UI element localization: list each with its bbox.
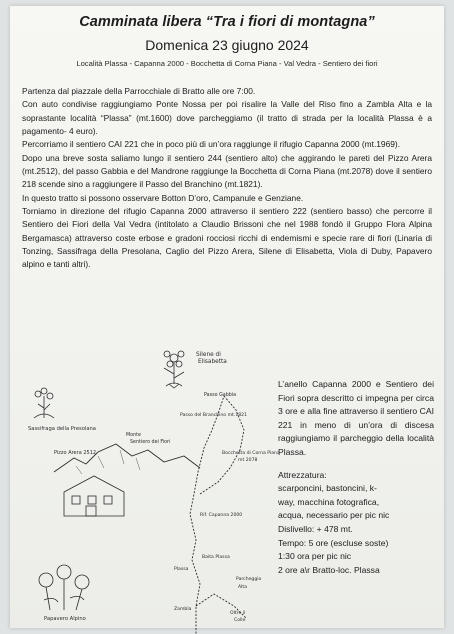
bocchetta-label: Bocchetta di Corna Piana	[222, 451, 280, 456]
silene-label: Silene di	[196, 352, 221, 358]
trip-details	[278, 378, 434, 577]
baita-plassa-label: Baita Plassa	[202, 555, 230, 560]
trail-high	[200, 396, 244, 494]
parcheggio-label: Parcheggio	[236, 577, 262, 582]
return-time: 2 ore a\r Bratto-loc. Plassa	[278, 564, 380, 575]
event-date: Domenica 23 giugno 2024	[145, 37, 309, 53]
zambla-label: Zambla	[174, 607, 192, 612]
rifugio-drawing	[64, 476, 124, 516]
rif-capanna-label: Rif. Capanna 2000	[200, 513, 243, 518]
gear-line-2: way, macchina fotografica,	[278, 496, 380, 507]
passo-gabbia-label: Passo Gabbia	[204, 393, 237, 398]
sentiero-fiori-label: Sentiero dei Fiori	[130, 440, 171, 445]
oltre-label: Oltre il	[230, 611, 246, 616]
mountain-ridge	[54, 444, 200, 472]
silene-label-2: Elisabetta	[198, 359, 227, 365]
alta-label: Alta	[238, 585, 248, 590]
paragraph-high-trail: Dopo una breve sosta saliamo lungo il sentiero 244 (sentiero alto) che aggirando le pareti del Pizzo Arera (mt.2512), del passo Gabbia e del Mandrone raggiunge la Bocchetta di Corna Piana (mt.2078) dove il sentiero 218 scende sino a raggiungere il Passo del Branchino (mt.1821).	[22, 152, 432, 190]
colle-label: Colle	[234, 618, 246, 623]
picnic-time: 1:30 ora per pic nic	[278, 551, 352, 562]
plassa-label: Plassa	[174, 567, 189, 572]
loop-description: L’anello Capanna 2000 e Sentiero dei Fiori sopra descritto ci impegna per circa 3 ore e alla fine attraverso il sentiero CAI 221 in meno di un’ora di discesa raggiungiamo il parcheggio della località Plassa.	[278, 379, 434, 457]
paragraph-drive: Con auto condivise raggiungiamo Ponte Nossa per poi risalire la Valle del Riso fino a Zambla Alta e la soprastante località “Plassa” (mt.1600) dove parcheggiamo (il tratto di strada per la località Plassa è a pagamento- 4 euro).	[22, 99, 432, 137]
elevation-gain: Dislivello: + 478 mt.	[278, 523, 353, 534]
silene-flower-drawing	[164, 351, 184, 388]
paragraph-flowers: In questo tratto si possono osservare Botton D’oro, Campanule e Genziane.	[22, 192, 304, 203]
papavero-label: Papavero Alpino	[44, 616, 86, 622]
monte-label: Monte	[126, 433, 141, 438]
paragraph-return: Torniamo in direzione del rifugio Capanna 2000 attraverso il sentiero 222 (sentiero basso) che percorre il Sentiero dei Fiori della Val Vedra (intitolato a Claudio Brissoni che nel 1988 fondò il Gruppo Flora Alpina Bergamasca) attraverso coste erbose e gradoni rocciosi ricchi di endemismi e specie rare di fiori (Linaria di Tonzing, Sassifraga della Presolana, Caglio del Pizzo Arera, Silene di Elisabetta, Viola di Duby, Papavero alpino e tanti altri).	[22, 206, 432, 270]
papavero-drawing	[39, 565, 89, 610]
gear-line-3: acqua, necessario per pic nic	[278, 510, 390, 521]
pizzo-arera-label: Pizzo Arera 2512	[54, 450, 97, 456]
gear-title: Attrezzatura:	[278, 469, 327, 480]
bocchetta-elev-label: mt 2078	[238, 458, 258, 463]
passo-branchino-label: Passo del Branchino mt.1821	[180, 413, 248, 418]
duration: Tempo: 5 ore (escluse soste)	[278, 537, 389, 548]
gear-line-1: scarponcini, bastoncini, k-	[278, 483, 377, 494]
paragraph-ascent: Percorriamo il sentiero CAI 221 che in poco più di un’ora raggiunge il rifugio Capanna 2000 (mt.1969).	[22, 139, 401, 150]
paragraph-departure: Partenza dal piazzale della Parrocchiale di Bratto alle ore 7:00.	[22, 86, 256, 96]
sassifraga-drawing	[34, 388, 54, 418]
sassifraga-label: Sassifraga della Presolana	[28, 426, 96, 432]
route-sketch-map	[24, 344, 280, 626]
flyer-sheet	[10, 6, 444, 628]
itinerary-text	[22, 85, 432, 272]
route-subtitle: Località Plassa - Capanna 2000 - Bocchetta di Corna Piana - Val Vedra - Sentiero dei fiori	[76, 59, 378, 68]
event-title: Camminata libera “Tra i fiori di montagna”	[79, 14, 375, 30]
